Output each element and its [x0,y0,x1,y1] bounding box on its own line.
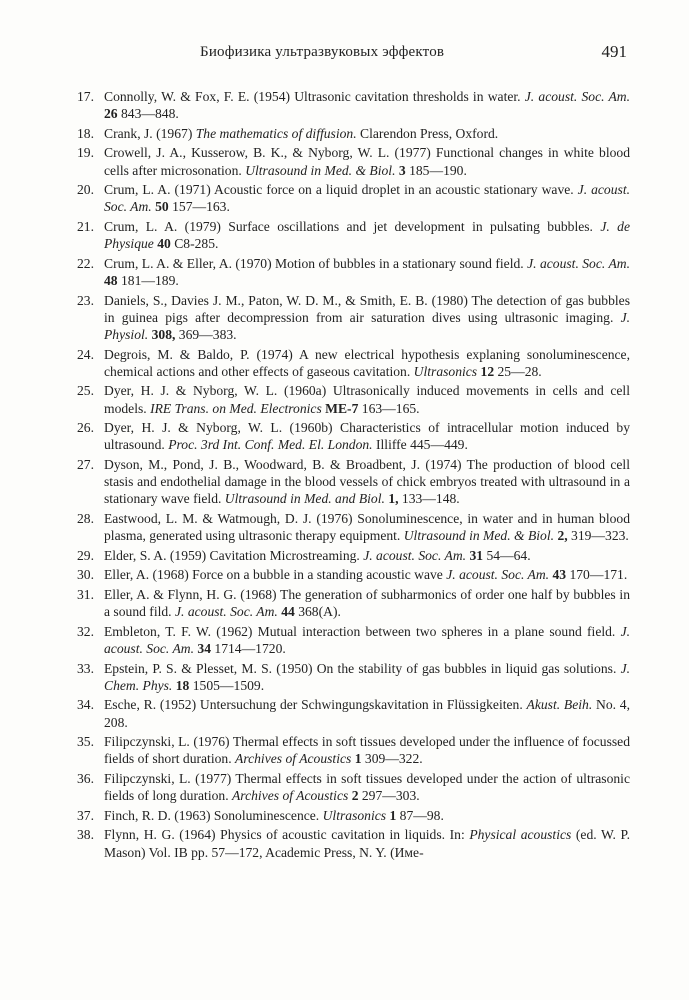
reference-number: 22. [77,255,94,271]
reference-volume: 48 [104,272,118,288]
reference-source: Ultrasound in Med. and Biol. [224,491,385,507]
reference-text [104,808,444,823]
reference-text [104,182,630,214]
reference-number: 36. [77,770,94,786]
reference-segment: 843—848. [117,106,179,122]
reference-item [62,382,630,416]
reference-text [104,587,630,619]
reference-volume: 40 [157,236,171,252]
reference-number: 30. [77,567,94,583]
reference-segment: Eller, A. & Flynn, H. G. (1968) The generation of subharmonics of order one half by bubbles in a sound fild. [104,586,630,620]
reference-segment: Crum, L. A. & Eller, A. (1970) Motion of bubbles in a stationary sound field. [104,255,528,271]
reference-volume: 1 [389,807,397,823]
reference-volume: 12 [480,363,495,379]
reference-number: 17. [77,89,94,104]
reference-segment: 25—28. [494,363,542,379]
reference-segment: 368(A). [294,604,341,620]
reference-number: 37. [77,807,94,823]
reference-source: J. acoust. Soc. Am. [104,182,630,215]
reference-number: 31. [77,586,94,602]
reference-text [104,293,630,342]
reference-source: J. de Physique [104,218,630,252]
reference-source: IRE Trans. on Med. Electronics [150,400,322,416]
reference-source: The mathematics of diffusion. [195,125,357,141]
reference-volume: 1, [388,491,399,507]
reference-number: 23. [77,292,94,308]
reference-item [62,510,630,544]
reference-item [62,733,630,767]
reference-text [104,511,630,543]
reference-volume: 308, [151,326,176,342]
reference-number: 20. [77,182,94,198]
running-title: Биофизика ультразвуковых эффектов [200,44,445,60]
reference-number: 35. [77,734,94,750]
reference-segment: Clarendon Press, Oxford. [356,125,499,141]
reference-source: J. acoust. Soc. Am. [527,255,630,271]
reference-segment: 369—383. [175,326,237,342]
reference-source: J. Physiol. [104,309,630,342]
reference-segment: Dyer, H. J. & Nyborg, W. L. (1960a) Ultrasonically induced movements in cells and cell models. [104,383,630,416]
reference-source: J. Chem. Phys. [104,660,630,693]
reference-segment: Filipczynski, L. (1977) Thermal effects in soft tissues developed under the action of ultrasonic fields of long duration. [104,770,630,804]
reference-text [104,771,630,803]
reference-source: J. acoust. Soc. Am. [104,623,630,656]
reference-source: Akust. Beih. [526,697,593,713]
reference-volume: 2, [557,528,568,544]
reference-volume: 18 [175,677,190,693]
reference-segment: Connolly, W. & Fox, F. E. (1954) Ultrasonic cavitation thresholds in water. [104,89,525,104]
reference-text [104,548,531,563]
reference-segment: Epstein, P. S. & Plesset, M. S. (1950) On the stability of gas bubbles in liquid gas solutions. [104,660,621,676]
reference-item [62,623,630,657]
reference-text [104,827,630,859]
reference-segment: 54—64. [483,547,531,563]
reference-segment: 297—303. [358,788,420,804]
reference-item [62,181,630,215]
reference-item [62,88,630,122]
reference-source: J. acoust. Soc. Am. [174,604,278,620]
reference-text [104,256,630,288]
reference-number: 28. [77,510,94,526]
reference-segment: 309—322. [361,751,423,767]
reference-number: 18. [77,125,94,141]
reference-text [104,126,498,141]
reference-segment: 163—165. [358,400,420,416]
reference-segment: 133—148. [398,491,460,507]
reference-segment: 185—190. [405,162,467,178]
reference-number: 33. [77,660,94,676]
reference-text [104,89,630,121]
reference-volume: 26 [104,106,118,122]
reference-source: Archives of Acoustics [235,751,352,767]
reference-item [62,346,630,380]
page-number: 491 [601,42,627,61]
reference-source: Ultrasound in Med. & Biol. [403,528,555,544]
reference-segment: Esche, R. (1952) Untersuchung der Schwingungskavitation in Flüssigkeiten. [104,697,527,713]
reference-source: Ultrasonics [413,363,478,379]
reference-item [62,125,630,142]
reference-text [104,734,630,766]
reference-volume: 43 [552,567,567,583]
reference-item [62,696,630,730]
reference-source: Ultrasound in Med. & Biol. [245,162,396,178]
reference-list [62,88,630,863]
reference-segment: No. 4, 208. [104,697,631,730]
reference-segment: Crum, L. A. (1979) Surface oscillations and jet development in pulsating bubbles. [104,218,601,234]
reference-segment: Finch, R. D. (1963) Sonoluminescence. [104,807,323,823]
reference-segment: C8-285. [170,236,219,252]
reference-source: J. acoust. Soc. Am. [446,567,550,583]
reference-segment: Embleton, T. F. W. (1962) Mutual interaction between two spheres in a plane sound field. [104,623,621,639]
reference-number: 38. [77,827,94,843]
reference-item [62,144,630,178]
reference-item [62,419,630,453]
reference-number: 24. [77,346,94,362]
reference-number: 21. [77,218,94,234]
reference-source: Archives of Acoustics [232,788,349,804]
reference-source: Proc. 3rd Int. Conf. Med. El. London. [168,437,373,453]
reference-text [104,420,630,452]
reference-number: 19. [77,145,94,161]
reference-segment: Degrois, M. & Baldo, P. (1974) A new electrical hypothesis explaning sonoluminescence, chemical actions and other effects of gaseous cavitation. [104,346,630,379]
reference-segment: 1505—1509. [189,677,265,693]
reference-source: J. acoust. Soc. Am. [363,547,467,563]
reference-source: J. acoust. Soc. Am. [524,89,630,104]
reference-item [62,826,630,860]
reference-segment: Elder, S. A. (1959) Cavitation Microstreaming. [104,547,364,563]
reference-item [62,660,630,694]
reference-text [104,219,630,251]
reference-text [104,624,630,656]
reference-number: 26. [77,420,94,436]
reference-volume: ME-7 [325,400,359,416]
reference-item [62,218,630,252]
reference-item [62,456,630,508]
reference-segment: 87—98. [396,807,444,823]
reference-volume: 34 [197,640,211,656]
reference-number: 34. [77,697,94,713]
reference-number: 29. [77,547,94,563]
reference-item [62,566,630,583]
reference-volume: 31 [469,547,484,563]
reference-segment: 319—323. [567,528,629,544]
reference-segment: Illiffe 445—449. [372,437,468,453]
reference-item [62,807,630,824]
reference-text [104,347,630,379]
reference-segment: 1714—1720. [211,640,286,656]
reference-volume: 44 [281,604,295,620]
reference-number: 32. [77,623,94,639]
reference-volume: 50 [155,199,169,215]
reference-segment: Flynn, H. G. (1964) Physics of acoustic cavitation in liquids. In: [104,827,470,843]
reference-number: 27. [77,456,94,472]
reference-segment: Crum, L. A. (1971) Acoustic force on a liquid droplet in an acoustic stationary wave. [104,182,578,198]
reference-text [104,661,630,693]
reference-text [104,567,627,582]
reference-segment: Daniels, S., Davies J. M., Paton, W. D. M., & Smith, E. B. (1980) The detection of gas bubbles in guinea pigs after decompression from air saturation dives using ultrasonic imaging. [104,292,630,325]
reference-segment: Crank, J. (1967) [104,125,196,141]
reference-item [62,586,630,620]
reference-item [62,255,630,289]
reference-source: Ultrasonics [322,807,387,823]
reference-segment: Eller, A. (1968) Force on a bubble in a standing acoustic wave [104,567,447,583]
reference-volume: 2 [351,788,359,804]
reference-segment: (ed. W. P. Mason) Vol. IB pp. 57—172, Academic Press, N. Y. (Име- [104,827,630,860]
reference-volume: 1 [354,751,362,767]
reference-text [104,383,630,415]
page-header [0,42,689,66]
reference-source: Physical acoustics [469,827,572,843]
reference-item [62,292,630,344]
reference-segment: 181—189. [117,272,179,288]
reference-segment: Crowell, J. A., Kusserow, B. K., & Nyborg, W. L. (1977) Functional changes in white blood cells after microsonation. [104,145,630,178]
reference-text [104,145,630,177]
reference-volume: 3 [398,162,406,178]
reference-item [62,770,630,804]
reference-segment: Dyson, M., Pond, J. B., Woodward, B. & Broadbent, J. (1974) The production of blood cell stasis and endothelial damage in the blood vessels of chick embryos treated with ultrasound in a stationary wave field. [104,456,630,507]
reference-text [104,457,630,506]
reference-text [104,697,630,729]
reference-segment: 157—163. [168,199,230,215]
reference-segment: Dyer, H. J. & Nyborg, W. L. (1960b) Characteristics of intracellular motion induced by ultrasound. [104,420,630,453]
reference-segment: Filipczynski, L. (1976) Thermal effects in soft tissues developed under the influence of focussed fields of short duration. [104,734,630,767]
reference-segment: 170—171. [566,567,628,583]
reference-item [62,547,630,564]
reference-segment: Eastwood, L. M. & Watmough, D. J. (1976) Sonoluminescence, in water and in human blood plasma, generated using ultrasonic therapy equipment. [104,510,630,544]
reference-number: 25. [77,383,94,399]
